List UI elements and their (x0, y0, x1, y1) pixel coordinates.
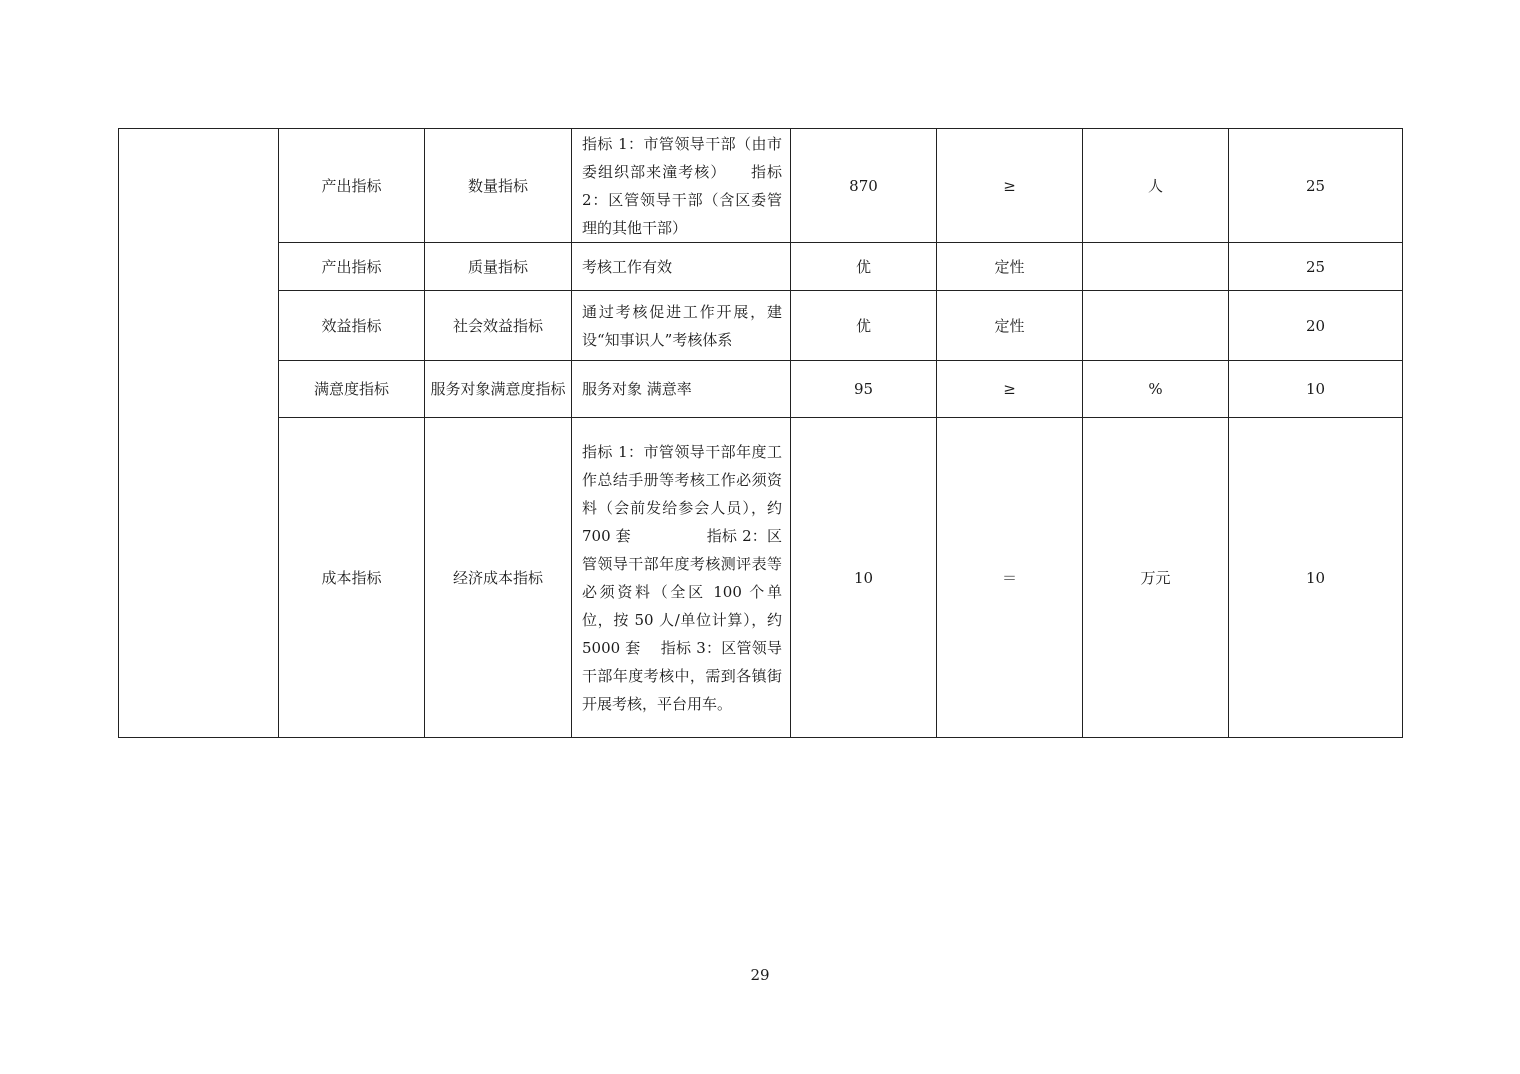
table-row (119, 129, 1403, 243)
indicator-operator-cell: 定性 (937, 243, 1083, 291)
table-row (119, 291, 1403, 361)
indicator-unit-cell (1083, 291, 1229, 361)
indicator-description-cell: 指标 1：市管领导干部年度工作总结手册等考核工作必须资料（会前发给参会人员），约 700 套 指标 2：区管领导干部年度考核测评表等必须资料（全区 100 个单位，按 50 人/单位计算），约 5000 套 指标 3：区管领导干部年度考核中，需到各镇街开展考核，平台用车。 (572, 418, 791, 738)
indicator-score-cell: 25 (1229, 243, 1403, 291)
table-row (119, 361, 1403, 418)
level2-indicator-cell: 经济成本指标 (425, 418, 572, 738)
merged-blank-cell (119, 129, 279, 738)
indicator-operator-cell: ≥ (937, 361, 1083, 418)
table-row (119, 243, 1403, 291)
indicator-score-cell: 20 (1229, 291, 1403, 361)
indicator-operator-cell: 定性 (937, 291, 1083, 361)
indicator-description-cell: 通过考核促进工作开展，建设“知事识人”考核体系 (572, 291, 791, 361)
level1-indicator-cell: 成本指标 (279, 418, 425, 738)
table-row (119, 418, 1403, 738)
level1-indicator-cell: 产出指标 (279, 243, 425, 291)
level2-indicator-cell: 数量指标 (425, 129, 572, 243)
indicator-value-cell: 95 (791, 361, 937, 418)
indicator-score-cell: 25 (1229, 129, 1403, 243)
indicator-score-cell: 10 (1229, 361, 1403, 418)
indicator-description-cell: 服务对象 满意率 (572, 361, 791, 418)
indicator-unit-cell: 人 (1083, 129, 1229, 243)
indicator-unit-cell: 万元 (1083, 418, 1229, 738)
indicator-value-cell: 优 (791, 291, 937, 361)
indicator-value-cell: 10 (791, 418, 937, 738)
indicator-value-cell: 优 (791, 243, 937, 291)
performance-indicator-table (118, 128, 1403, 738)
level2-indicator-cell: 质量指标 (425, 243, 572, 291)
indicator-description-cell: 考核工作有效 (572, 243, 791, 291)
page-number: 29 (750, 966, 770, 984)
indicator-value-cell: 870 (791, 129, 937, 243)
indicator-operator-cell: ≥ (937, 129, 1083, 243)
level1-indicator-cell: 满意度指标 (279, 361, 425, 418)
indicator-unit-cell: % (1083, 361, 1229, 418)
indicator-description-cell: 指标 1：市管领导干部（由市委组织部来潼考核） 指标 2：区管领导干部（含区委管理的其他干部） (572, 129, 791, 243)
indicator-unit-cell (1083, 243, 1229, 291)
indicator-operator-cell: ＝ (937, 418, 1083, 738)
level2-indicator-cell: 社会效益指标 (425, 291, 572, 361)
level1-indicator-cell: 产出指标 (279, 129, 425, 243)
level2-indicator-cell: 服务对象满意度指标 (425, 361, 572, 418)
indicator-score-cell: 10 (1229, 418, 1403, 738)
level1-indicator-cell: 效益指标 (279, 291, 425, 361)
